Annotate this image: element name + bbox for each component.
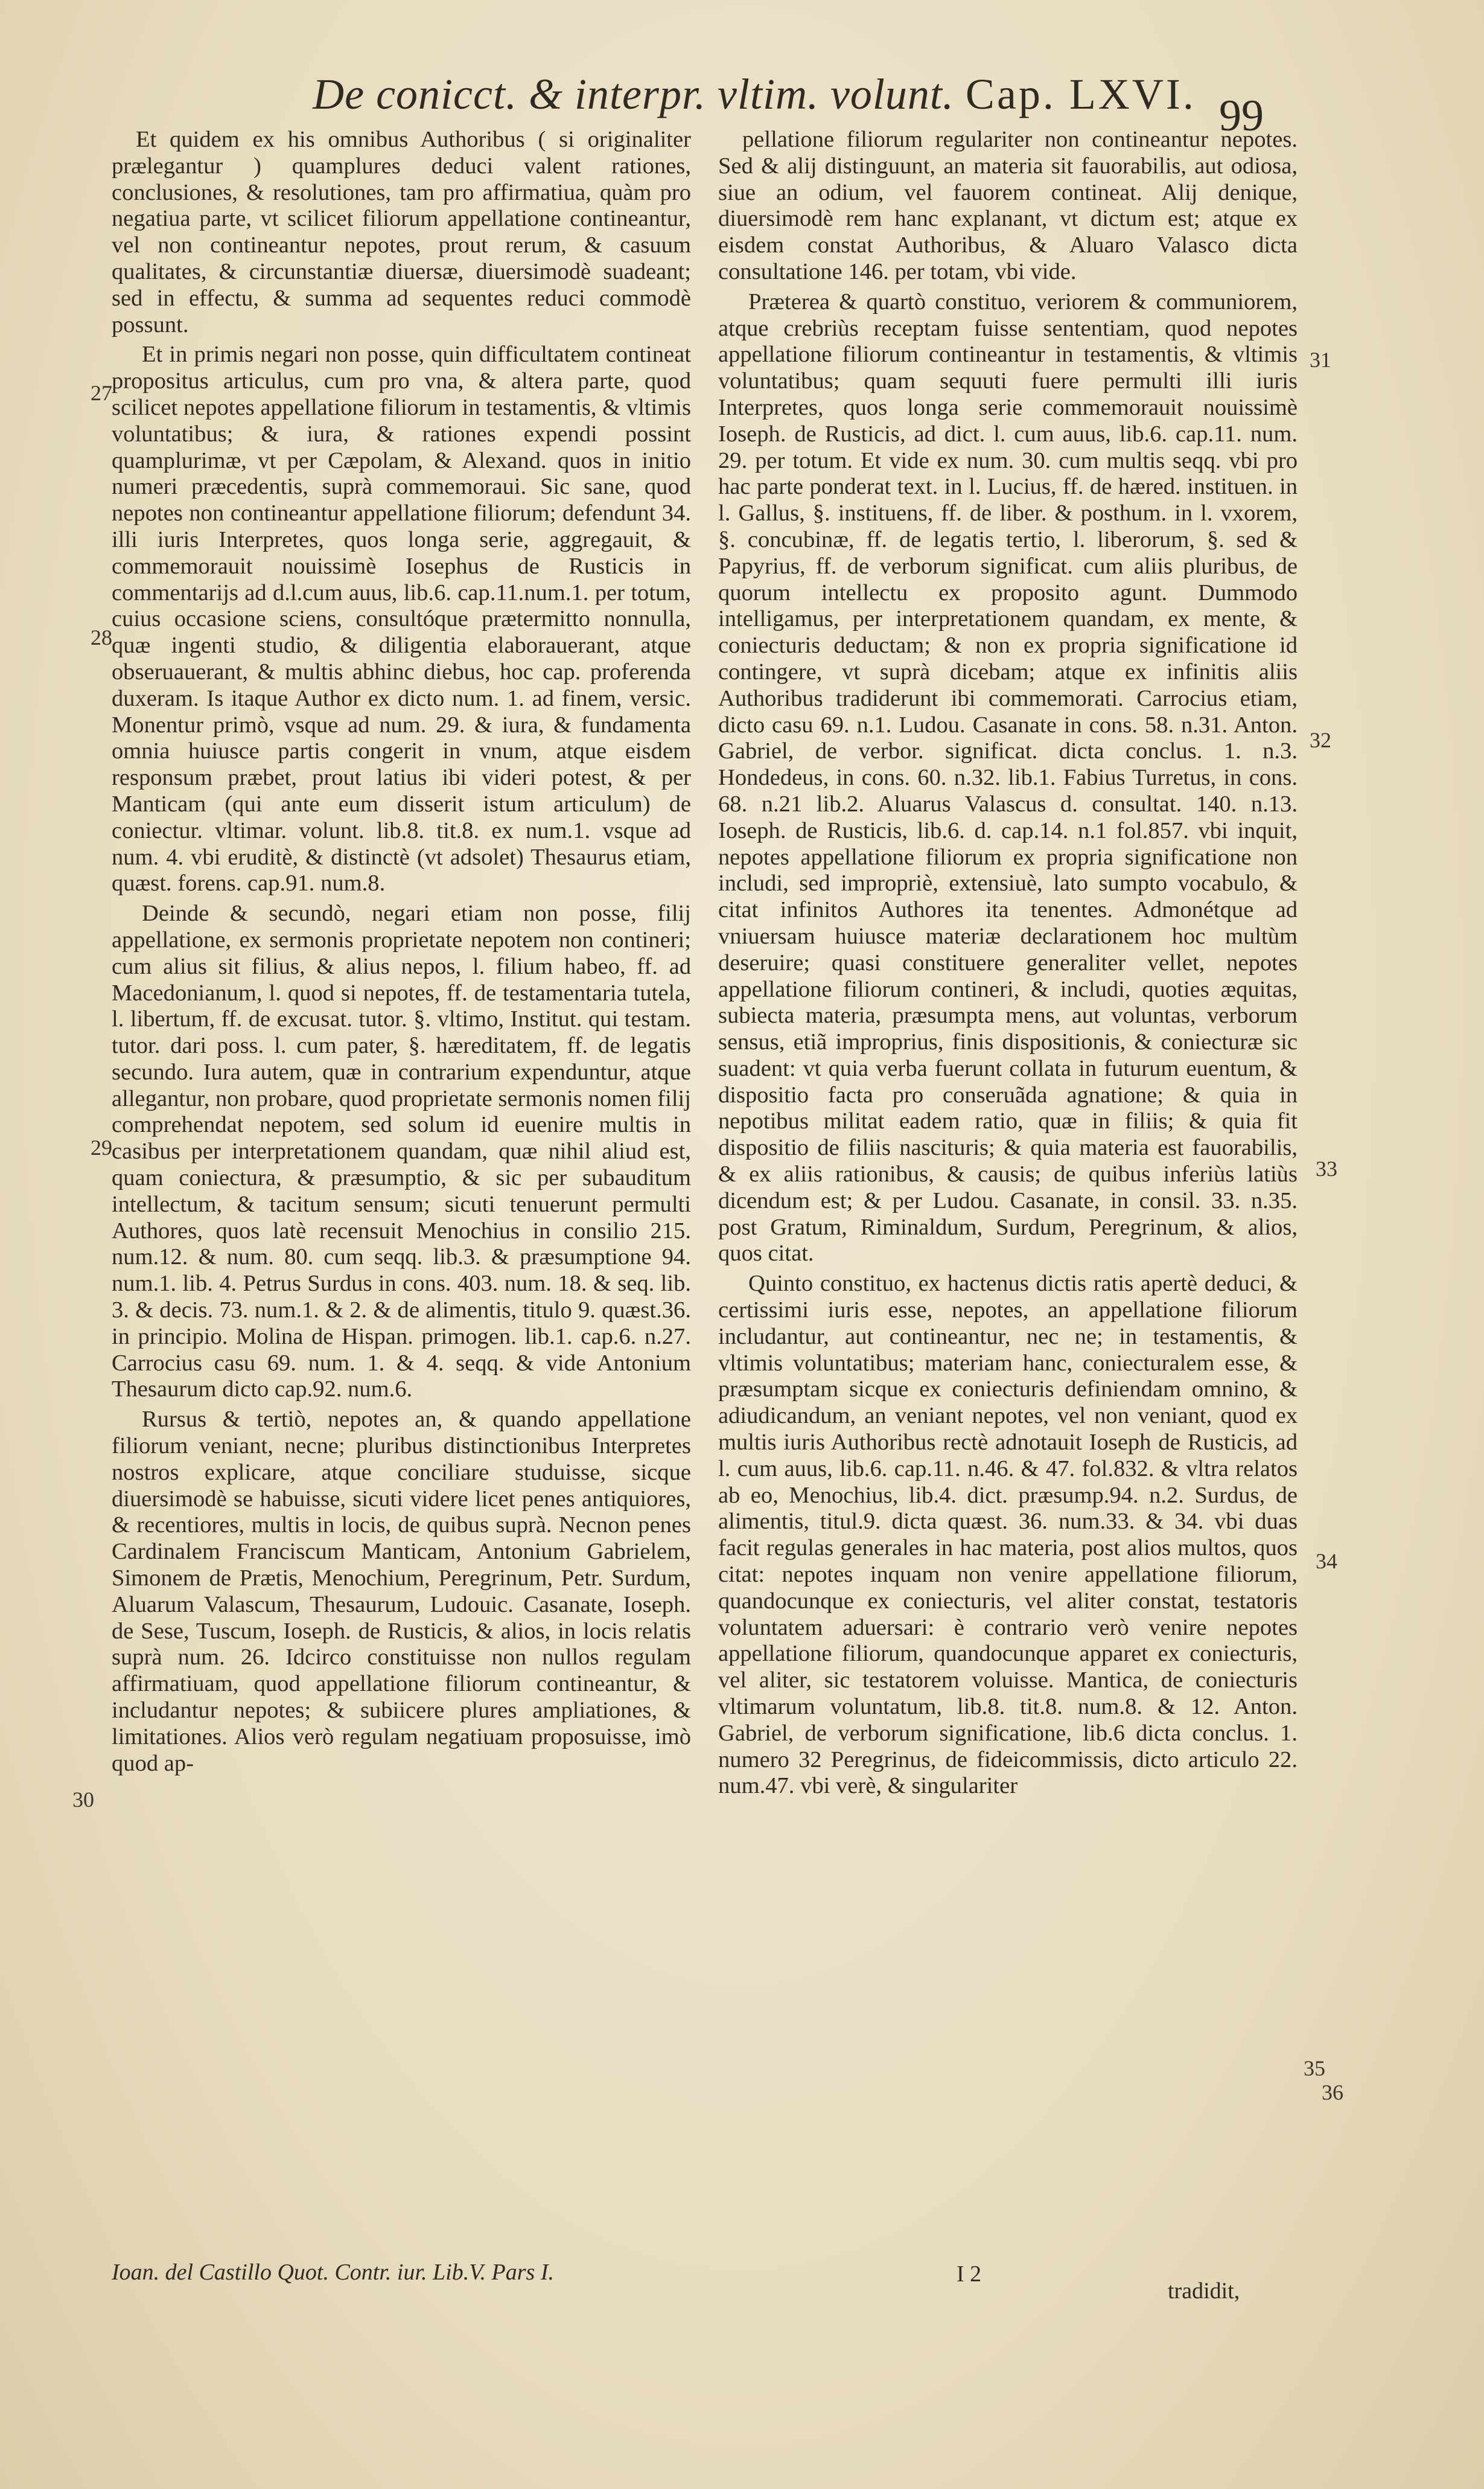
signature-mark: I 2 — [957, 2261, 982, 2287]
margin-number: 31 — [1310, 348, 1331, 372]
paragraph: Et in primis negari non posse, quin difficultatem contineat propositus articulus, cum pro vna, & altera parte, quod scilicet nepotes appellatione filiorum in testamentis, & vltimis voluntatibus; & iura, & rationes expendi possint quamplurimæ, vt per Cæpolam, & Alexand. quos in initio numeri præcedentis, suprà commemoraui. Sic sane, quod nepotes non contineantur appellatione filiorum; defendunt 34. illi iuris Interpretes, quos longa serie, aggregauit, & commemorauit nouissimè Iosephus de Rusticis in commentarijs ad d.l.cum auus, lib.6. cap.11.num.1. per totum, cuius occasione sciens, consultóque prætermitto nonnulla, quæ ingenti studio, & diligentia elaborauerant, atque obseruauerant, & multis abhinc diebus, hoc cap. proferenda duxeram. Is itaque Author ex dicto num. 1. ad finem, versic. Monentur primò, vsque ad num. 29. & iura, & fundamenta omnia huiusce partis congerit in vnum, atque eisdem responsum præbet, prout latius ibi videri potest, & per Manticam (qui ante eum disserit istum articulum) de coniectur. vltimar. volunt. lib.8. tit.8. ex num.1. vsque ad num. 4. vbi eruditè, & distinctè (vt adsolet) Thesaurus etiam, quæst. forens. cap.91. num.8. — [112, 342, 691, 896]
margin-number: 36 — [1322, 2080, 1343, 2104]
paragraph: Præterea & quartò constituo, veriorem & communiorem, atque crebriùs receptam fuisse sententiam, quod nepotes appellatione filiorum contineantur in testamentis, & vltimis voluntatibus; quam sequuti fuere permulti illi iuris Interpretes, quos longa serie commemorauit nouissimè Ioseph. de Rusticis, ad dict. l. cum auus, lib.6. cap.11. num. 29. per totum. Et vide ex num. 30. cum multis seqq. vbi pro hac parte ponderat text. in l. Lucius, ff. de hæred. instituen. in l. Gallus, §. instituens, ff. de liber. & posthum. in l. vxorem, §. concubinæ, ff. de legatis tertio, l. liberorum, §. sed & Papyrius, ff. de verborum significat. cum aliis pluribus, de quorum intellectu ex proposito agunt. Dummodo intelligamus, per interpretationem quandam, ex mente, & coniecturis deductam; & non ex propria significatione id contingere, vt suprà dicebam; atque ex infinitis aliis Authoribus tradiderunt ibi commemorati. Carrocius etiam, dicto casu 69. n.1. Ludou. Casanate in cons. 58. n.31. Anton. Gabriel, de verbor. significat. dicta conclus. 1. n.3. Hondedeus, in cons. 60. n.32. lib.1. Fabius Turretus, in cons. 68. n.21 lib.2. Aluarus Valascus d. consultat. 140. n.13. Ioseph. de Rusticis, lib.6. d. cap.14. n.1 fol.857. vbi inquit, nepotes appellatione filiorum ex propria significatione non includi, sed impropriè, extensiuè, lato sumpto vocabulo, & citat infinitos Authores ita tenentes. Admonétque ad vniuersam huiusce materiæ declarationem hoc multùm deseruire; quasi constituere generaliter vellet, nepotes appellatione filiorum contineri, & includi, quoties æquitas, subiecta materia, præsumpta mens, aut voluntas, verborum sensus, etiã improprius, finis dispositionis, & coniecturæ sic suadent: vt quia verba fuerunt collata in futurum euentum, & dispositio facta pro conseruãda agnatione; & quia in nepotibus militat eadem ratio, quæ in filiis; & quia fit dispositio de filiis nascituris; & quia materia est fauorabilis, & ex aliis rationibus, & causis; de quibus inferiùs latiùs dicendum est; & per Ludou. Casanate, in consil. 33. n.35. post Gratum, Riminaldum, Surdum, Peregrinum, & alios, quos citat. — [718, 289, 1298, 1267]
paragraph: pellatione filiorum regulariter non contineantur nepotes. Sed & alij distinguunt, an materia sit fauorabilis, aut odiosa, siue an odium, vel fauorem contineat. Alij denique, diuersimodè rem hanc explanant, vt dictum est; atque ex eisdem constat Authoribus, & Aluaro Valasco dicta consultatione 146. per totam, vbi vide. — [718, 127, 1298, 284]
running-head-title: De conicct. & interpr. vltim. volunt. — [313, 70, 954, 118]
footer-author-line: Ioan. del Castillo Quot. Contr. iur. Lib.V. Pars I. — [112, 2260, 555, 2285]
margin-number: 34 — [1316, 1549, 1337, 1573]
running-head-chapter: Cap. LXVI. — [965, 70, 1196, 118]
running-head — [266, 69, 1243, 120]
margin-number: 35 — [1304, 2056, 1325, 2080]
margin-number: 28 — [91, 625, 112, 650]
paragraph: Deinde & secundò, negari etiam non posse, filij appellatione, ex sermonis proprietate nepotem non contineri; cum alius sit filius, & alius nepos, l. filium habeo, ff. ad Macedonianum, l. quod si nepotes, ff. de testamentaria tutela, l. libertum, ff. de excusat. tutor. §. vltimo, Institut. qui testam. tutor. dari poss. l. cum pater, §. hæreditatem, ff. de legatis secundo. Iura autem, quæ in contrarium expenduntur, atque allegantur, non probare, quod proprietate sermonis nomen filij comprehendat nepotem, sed solum id euenire multis in casibus per interpretationem quandam, quæ nihil aliud est, quam coniectura, & præsumptio, & sic per subauditum intellectum, & tacitum sensum; sicuti tenuerunt permulti Authores, quos latè recensuit Menochius in consilio 215. num.12. & num. 80. cum seqq. lib.3. & præsumptione 94. num.1. lib. 4. Petrus Surdus in cons. 403. num. 18. & seq. lib. 3. & decis. 73. num.1. & 2. & de alimentis, titulo 9. quæst.36. in principio. Molina de Hispan. primogen. lib.1. cap.6. n.27. Carrocius casu 69. num. 1. & 4. seqq. & vide Antonium Thesaurum dicto cap.92. num.6. — [112, 901, 691, 1402]
margin-number: 30 — [72, 1788, 94, 1812]
right-column — [718, 127, 1298, 1803]
margin-number: 29 — [91, 1136, 112, 1160]
catchword: tradidit, — [1168, 2278, 1240, 2304]
paragraph: Rursus & tertiò, nepotes an, & quando appellatione filiorum veniant, necne; pluribus distinctionibus Interpretes nostros explicare, atque conciliare studuisse, sicque diuersimodè se habuisse, sicuti videre licet penes antiquiores, & recentiores, multis in locis, de quibus suprà. Necnon penes Cardinalem Franciscum Manticam, Antonium Gabrielem, Simonem de Prætis, Menochium, Peregrinum, Petr. Surdum, Aluarum Valascum, Thesaurum, Ludouic. Casanate, Ioseph. de Sese, Tuscum, Ioseph. de Rusticis, & alios, in locis relatis suprà num. 26. Idcirco constituisse non nullos regulam affirmatiuam, quod appellatione filiorum contineantur, & includantur nepotes; & subiicere plures ampliationes, & limitationes. Alios verò regulam negatiuam proposuisse, imò quod ap- — [112, 1407, 691, 1776]
paragraph: Quinto constituo, ex hactenus dictis ratis apertè deduci, & certissimi iuris esse, nepotes, an appellatione filiorum includantur, aut contineantur, nec ne; in testamentis, & vltimis voluntatibus; materiam hanc, coniecturalem esse, & præsumptam sicque ex coniecturis definiendam omnino, & adiudicandum, an veniant nepotes, vel non veniant, quod ex multis iuris Authoribus rectè adnotauit Ioseph de Rusticis, ad l. cum auus, lib.6. cap.11. n.46. & 47. fol.832. & vltra relatos ab eo, Menochius, lib.4. dict. præsump.94. n.2. Surdus, de alimentis, titul.9. dicta quæst. 36. num.33. & 34. vbi duas facit regulas generales in hac materia, post alios multos, quos citat: nepotes inquam non venire appellatione filiorum, quandocunque ex coniecturis, vel aliter constat, testatoris voluntatem aduersari: è contrario verò venire nepotes appellatione filiorum, quandocunque apparet ex coniecturis, vel aliter, sic testatorem voluisse. Mantica, de coniecturis vltimarum voluntatum, lib.8. tit.8. num.8. & 12. Anton. Gabriel, de verborum significatione, lib.6 dicta conclus. 1. numero 32 Peregrinus, de fideicommissis, dicto articulo 22. num.47. vbi verè, & singulariter — [718, 1271, 1298, 1799]
paragraph: Et quidem ex his omnibus Authoribus ( si originaliter prælegantur ) quamplures deduci valent rationes, conclusiones, & resolutiones, tam pro affirmatiua, quàm pro negatiua parte, vt scilicet filiorum appellatione contineantur, vel non contineantur nepotes, prout rerum, & casuum qualitates, & circunstantiæ diuersæ, diuersimodè suadeant; sed in effectu, & summa ad sequentes reduci commodè possunt. — [112, 127, 691, 337]
folio-number: 99 — [1219, 91, 1264, 141]
margin-number: 33 — [1316, 1157, 1337, 1181]
margin-number: 32 — [1310, 728, 1331, 752]
margin-number: 27 — [91, 381, 112, 405]
left-column — [112, 127, 691, 1780]
